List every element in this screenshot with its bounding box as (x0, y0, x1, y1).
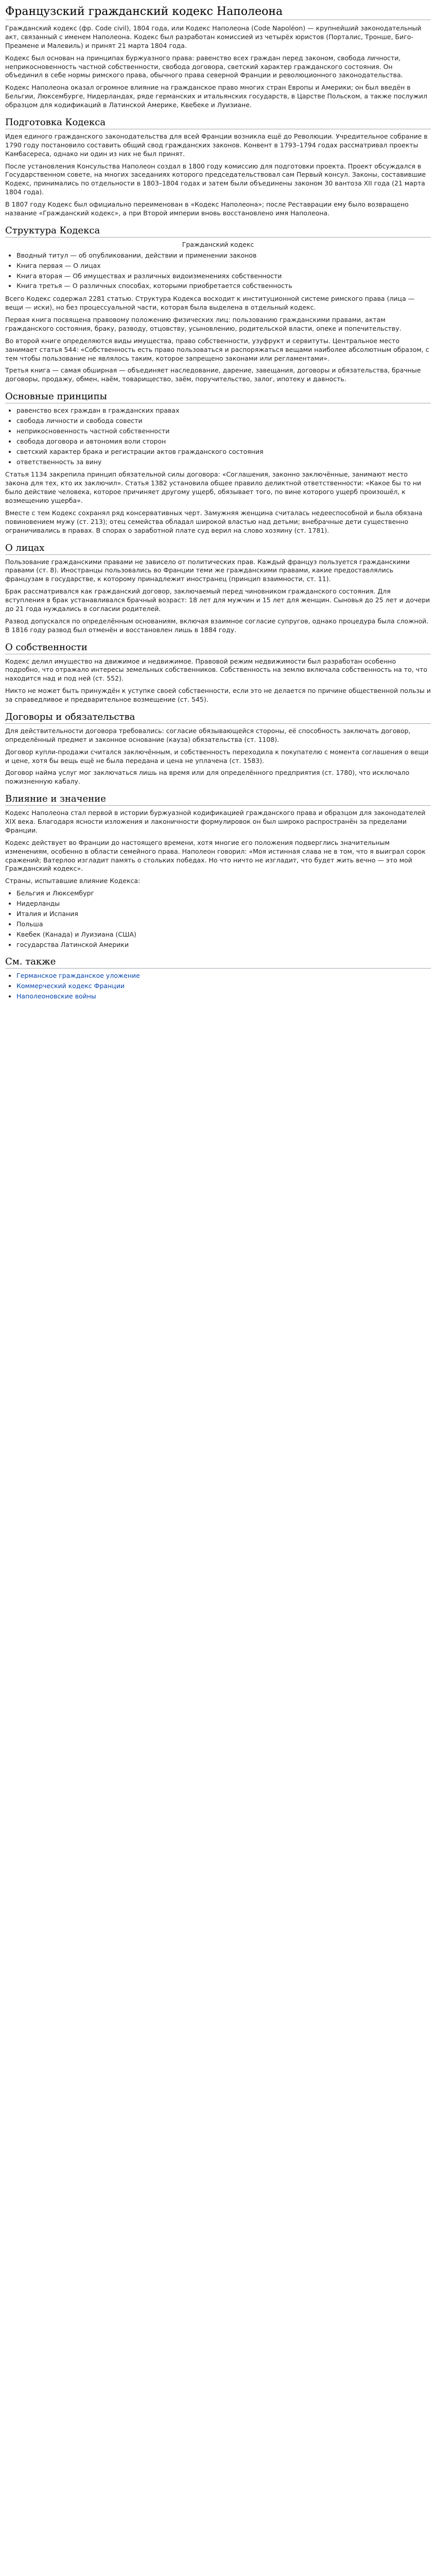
influence-paragraph: Кодекс действует во Франции до настоящего времени, хотя многие его положения подверглись значительным изменениям, особенно в области семейного права. Наполеон говорил: «Моя истинная слава не в том, что я выиграл сорок сражений; Ватерлоо изгладит память о стольких победах. Но что ничто не изгладит, что будет жить вечно — это мой Гражданский кодекс». (5, 838, 426, 873)
structure-heading: Структура Кодекса (5, 225, 431, 238)
principles-paragraph: Статья 1134 закрепила принцип обязательной силы договора: «Соглашения, законно заключённые, занимают место закона для тех, кто их заключил». Статья 1382 установила общее правило деликтной ответственности: «Какое бы то ни было действие человека, которое причиняет другому ущерб, обязывает того, по вине которого ущерб произошёл, к возмещению ущерба». (5, 470, 422, 504)
persons-heading: О лицах (5, 543, 431, 555)
structure-label: Гражданский кодекс (182, 240, 254, 248)
see-also-heading: См. также (5, 956, 431, 969)
list-item: • Книга первая — О лицах (16, 262, 431, 270)
see-also-link[interactable]: Германское гражданское уложение (16, 972, 140, 980)
list-item: • свобода личности и свобода совести (16, 417, 431, 426)
structure-paragraph: Третья книга — самая обширная — объединяет наследование, дарение, завещания, договоры и обязательства, брачные договоры, продажу, обмен, наём, товарищество, заём, поручительство, залог, ипотеку и давность. (5, 366, 421, 383)
property-paragraph: Кодекс делил имущество на движимое и недвижимое. Правовой режим недвижимости был разработан особенно подробно, что отражало интересы земельных собственников. Собственность на землю включала собственность на то, что находится над и под ней (ст. 552). (5, 657, 427, 683)
persons-paragraph: Развод допускался по определённым основаниям, включая взаимное согласие супругов, однако процедура была сложной. В 1816 году развод был отменён и восстановлен лишь в 1884 году. (5, 617, 429, 634)
list-item: • Нидерланды (16, 900, 431, 908)
structure-paragraph: Во второй книге определяются виды имущества, право собственности, узуфрукт и сервитуты. Центральное место занимает статья 544: «Собственность есть право пользоваться и распоряжаться вещами наиболее абсолютным образом, с тем чтобы пользование не являлось таким, которое запрещено законами или регламентами». (5, 336, 429, 362)
principles-paragraph: Вместе с тем Кодекс сохранял ряд консервативных черт. Замужняя женщина считалась недееспособной и была обязана повиновением мужу (ст. 213); отец семейства обладал широкой властью над детьми; внебрачные дети существенно ограничивались в правах. В спорах о заработной плате суд верил на слово хозяину (ст. 1781). (5, 509, 423, 534)
structure-list (16, 251, 431, 291)
property-paragraph: Никто не может быть принуждён к уступке своей собственности, если это не делается по причине общественной пользы и за справедливое и предварительное возмещение (ст. 545). (5, 687, 431, 703)
list-item: • неприкосновенность частной собственности (16, 427, 431, 436)
list-item: • Книга третья — О различных способах, которыми приобретается собственность (16, 282, 431, 291)
history-paragraph: В 1807 году Кодекс был официально переименован в «Кодекс Наполеона»; после Реставрации ему было возвращено название «Гражданский кодекс», а при Второй империи вновь восстановлено имя Наполеона. (5, 200, 409, 217)
list-item: • светский характер брака и регистрации актов гражданского состояния (16, 448, 431, 456)
persons-paragraph: Пользование гражданскими правами не зависело от политических прав. Каждый француз пользуется гражданскими правами (ст. 8). Иностранцы пользовались во Франции теми же гражданскими правами, какие предоставлялись французам в государстве, к которому принадлежит иностранец (принцип взаимности, ст. 11). (5, 557, 410, 583)
history-paragraph: После установления Консульства Наполеон создал в 1800 году комиссию для подготовки проекта. Проект обсуждался в Государственном совете, на многих заседаниях которого председательствовал сам Первый консул. Законы, составившие Кодекс, принимались по отдельности в 1803–1804 годах и затем были объединены законом 30 вантоза XII года (21 марта 1804 года). (5, 162, 426, 196)
list-item (16, 992, 431, 1001)
obligations-paragraph: Договор купли-продажи считался заключённым, и собственность переходила к покупателю с момента соглашения о вещи и цене, хотя бы вещь ещё не была передана и цена не уплачена (ст. 1583). (5, 748, 429, 765)
obligations-paragraph: Для действительности договора требовались: согласие обязывающейся стороны, её способность заключать договор, определённый предмет и законное основание (кауза) обязательства (ст. 1108). (5, 726, 411, 743)
list-item: • ответственность за вину (16, 458, 431, 467)
list-item (16, 982, 431, 991)
list-item: • Италия и Испания (16, 910, 431, 919)
countries-list (16, 889, 431, 949)
see-also-list (16, 972, 431, 1001)
history-paragraph: Идея единого гражданского законодательства для всей Франции возникла ещё до Революции. Учредительное собрание в 1790 году постановило составить общий свод гражданских законов. Конвент в 1793–1794 годах рассматривал проекты Камбасереса, однако ни один из них не был принят. (5, 132, 428, 158)
list-item: • Польша (16, 920, 431, 929)
countries-label: Страны, испытавшие влияние Кодекса: (5, 877, 141, 885)
influence-paragraph: Кодекс Наполеона стал первой в истории буржуазной кодификацией гражданского права и образцом для законодателей XIX века. Благодаря ясности изложения и лаконичности формулировок он был широко распространён за пределами Франции. (5, 809, 426, 834)
list-item: • Книга вторая — Об имуществах и различных видоизменениях собственности (16, 272, 431, 281)
structure-paragraph: Первая книга посвящена правовому положению физических лиц: пользованию гражданскими правами, актам гражданского состояния, браку, разводу, отцовству, усыновлению, родительской власти, опеке и попечительству. (5, 316, 402, 332)
structure-paragraph: Всего Кодекс содержал 2281 статью. Структура Кодекса восходит к институционной системе римского права (лица — вещи — иски), но без процессуальной части, которая была выделена в отдельный кодекс. (5, 295, 415, 312)
article (0, 0, 436, 1015)
history-heading: Подготовка Кодекса (5, 117, 431, 129)
page-title: Французский гражданский кодекс Наполеона (5, 5, 431, 20)
persons-paragraph: Брак рассматривался как гражданский договор, заключаемый перед чиновником гражданского состояния. Для вступления в брак устанавливался брачный возраст: 18 лет для мужчин и 15 лет для женщин. Сыновья до 25 лет и дочери до 21 года нуждались в согласии родителей. (5, 587, 430, 613)
intro-section (5, 24, 431, 110)
see-also-link[interactable]: Наполеоновские войны (16, 992, 96, 1001)
list-item: • государства Латинской Америки (16, 941, 431, 950)
obligations-paragraph: Договор найма услуг мог заключаться лишь на время или для определённого предприятия (ст. 1780), что исключало пожизненную кабалу. (5, 769, 410, 786)
see-also-link[interactable]: Коммерческий кодекс Франции (16, 982, 125, 990)
influence-heading: Влияние и значение (5, 793, 431, 806)
list-item: • Квебек (Канада) и Луизиана (США) (16, 930, 431, 939)
principles-heading: Основные принципы (5, 391, 431, 403)
list-item: • Бельгия и Люксембург (16, 889, 431, 898)
list-item: • Вводный титул — об опубликовании, действии и применении законов (16, 251, 431, 260)
list-item (16, 972, 431, 980)
property-heading: О собственности (5, 642, 431, 654)
intro-paragraph: Кодекс Наполеона оказал огромное влияние на гражданское право многих стран Европы и Америки; он был введён в Бельгии, Люксембурге, Нидерландах, ряде германских и итальянских государств, в Царстве Польском, а также послужил образцом для кодификаций в Латинской Америке, Квебеке и Луизиане. (5, 83, 427, 109)
intro-paragraph: Гражданский кодекс (фр. Code civil), 1804 года, или Кодекс Наполеона (Code Napoléon) — крупнейший законодательный акт, связанный с именем Наполеона. Кодекс был разработан комиссией из четырёх юристов (Порталис, Тронше, Биго-Преамене и Малевиль) и принят 21 марта 1804 года. (5, 24, 422, 49)
list-item: • равенство всех граждан в гражданских правах (16, 406, 431, 415)
intro-paragraph: Кодекс был основан на принципах буржуазного права: равенство всех граждан перед законом, свобода личности, неприкосновенность частной собственности, свобода договора, светский характер гражданского состояния. Он объединил в себе нормы римского права, обычного права северной Франции и революционного законодательства. (5, 54, 403, 79)
obligations-heading: Договоры и обязательства (5, 711, 431, 724)
principles-list (16, 406, 431, 466)
list-item: • свобода договора и автономия воли сторон (16, 437, 431, 446)
